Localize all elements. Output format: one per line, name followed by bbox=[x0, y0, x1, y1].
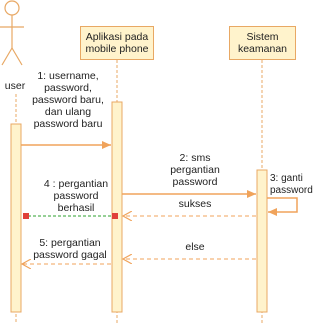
message-3-label: 3: ganti password bbox=[270, 173, 313, 196]
message-4-source-marker bbox=[112, 213, 118, 219]
message-3-arrow bbox=[267, 198, 297, 212]
message-1-label: 1: username, password, password baru, dan ulang password baru bbox=[32, 70, 104, 130]
system-participant-label: Sistem keamanan bbox=[237, 31, 288, 55]
sukses-label: sukses bbox=[178, 198, 212, 210]
message-2-label: 2: sms pergantian password bbox=[170, 152, 220, 188]
actor-icon bbox=[0, 1, 24, 65]
app-activation bbox=[112, 102, 122, 312]
message-5-label: 5: pergantian password gagal bbox=[33, 237, 107, 261]
actor-activation bbox=[11, 124, 21, 312]
system-participant-box bbox=[229, 26, 296, 60]
message-4-label: 4 : pergantian password berhasil bbox=[43, 178, 109, 214]
app-participant-box bbox=[80, 26, 154, 60]
system-activation bbox=[257, 170, 267, 312]
else-label: else bbox=[185, 241, 205, 253]
actor-label: user bbox=[4, 80, 26, 92]
app-participant-label: Aplikasi pada mobile phone bbox=[85, 31, 149, 55]
message-4-target-marker bbox=[23, 213, 29, 219]
